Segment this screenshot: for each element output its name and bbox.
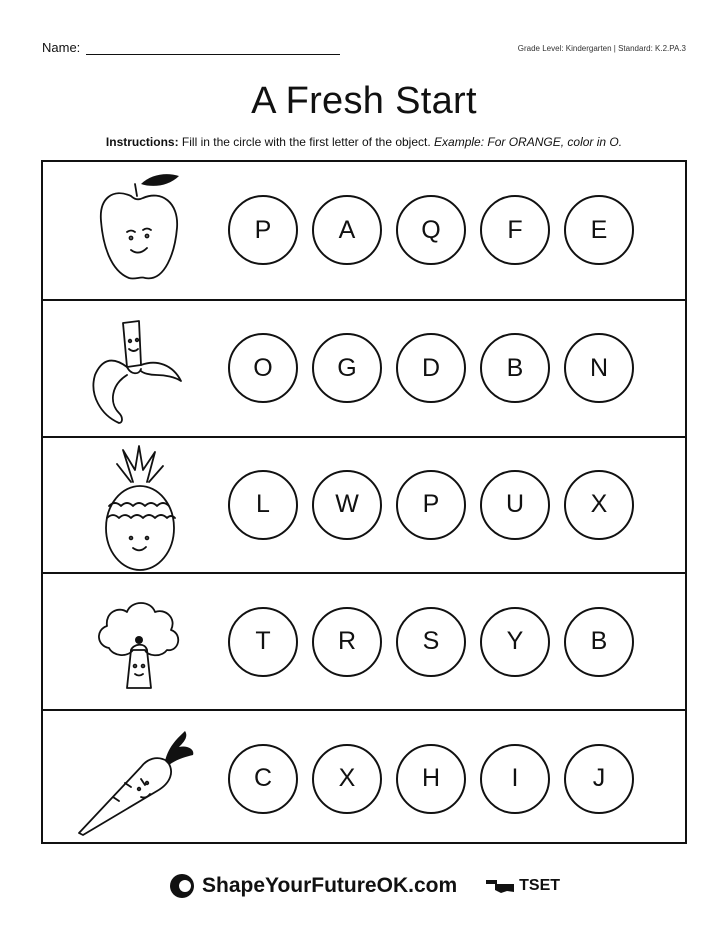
letter-circle[interactable]: Y (480, 607, 550, 677)
page-title: A Fresh Start (251, 80, 477, 122)
letter-circle[interactable]: X (312, 744, 382, 814)
instructions (0, 135, 728, 149)
broccoli-icon (61, 578, 211, 708)
grade-standard-info: Grade Level: Kindergarten | Standard: K.2.PA.3 (517, 44, 686, 53)
letter-circle[interactable]: X (564, 470, 634, 540)
brand-text: ShapeYourFutureOK.com (201, 874, 458, 897)
letter-circle[interactable]: G (312, 333, 382, 403)
footer (0, 872, 728, 900)
name-label: Name: (42, 40, 81, 55)
letter-circle[interactable]: A (312, 195, 382, 265)
letter-circle[interactable]: D (396, 333, 466, 403)
carrot-icon (61, 715, 211, 845)
pineapple-icon (61, 442, 211, 572)
name-underline[interactable] (86, 40, 340, 55)
letter-options (228, 744, 634, 814)
letter-circle[interactable]: U (480, 470, 550, 540)
instructions-example: Example: For ORANGE, color in O. (434, 135, 623, 149)
letter-options (228, 333, 634, 403)
worksheet-row-broccoli (43, 572, 685, 709)
letter-circle[interactable]: I (480, 744, 550, 814)
letter-circle[interactable]: L (228, 470, 298, 540)
letter-circle[interactable]: W (312, 470, 382, 540)
letter-circle[interactable]: O (228, 333, 298, 403)
letter-circle[interactable]: P (228, 195, 298, 265)
letter-circle[interactable]: J (564, 744, 634, 814)
letter-circle[interactable]: C (228, 744, 298, 814)
brand-logo-icon (168, 872, 196, 900)
worksheet-row-apple (43, 162, 685, 299)
worksheet-row-pineapple (43, 436, 685, 573)
letter-circle[interactable]: S (396, 607, 466, 677)
instructions-label: Instructions: (105, 135, 179, 149)
apple-icon (61, 166, 211, 296)
banana-icon (61, 305, 211, 435)
instructions-text: Fill in the circle with the first letter of the object. (181, 135, 431, 149)
name-field[interactable] (42, 40, 340, 55)
letter-circle[interactable]: F (480, 195, 550, 265)
tset-logo (485, 877, 560, 895)
letter-circle[interactable]: P (396, 470, 466, 540)
brand-logo[interactable] (168, 872, 457, 900)
letter-circle[interactable]: E (564, 195, 634, 265)
letter-options (228, 607, 634, 677)
letter-circle[interactable]: Q (396, 195, 466, 265)
letter-options (228, 470, 634, 540)
letter-circle[interactable]: T (228, 607, 298, 677)
letter-options (228, 195, 634, 265)
letter-circle[interactable]: N (564, 333, 634, 403)
worksheet-row-banana (43, 299, 685, 436)
worksheet-row-carrot (43, 709, 685, 846)
worksheet-grid (41, 160, 687, 844)
letter-circle[interactable]: B (480, 333, 550, 403)
tset-text: TSET (519, 877, 561, 894)
letter-circle[interactable]: B (564, 607, 634, 677)
oklahoma-state-icon (485, 878, 515, 894)
letter-circle[interactable]: R (312, 607, 382, 677)
letter-circle[interactable]: H (396, 744, 466, 814)
